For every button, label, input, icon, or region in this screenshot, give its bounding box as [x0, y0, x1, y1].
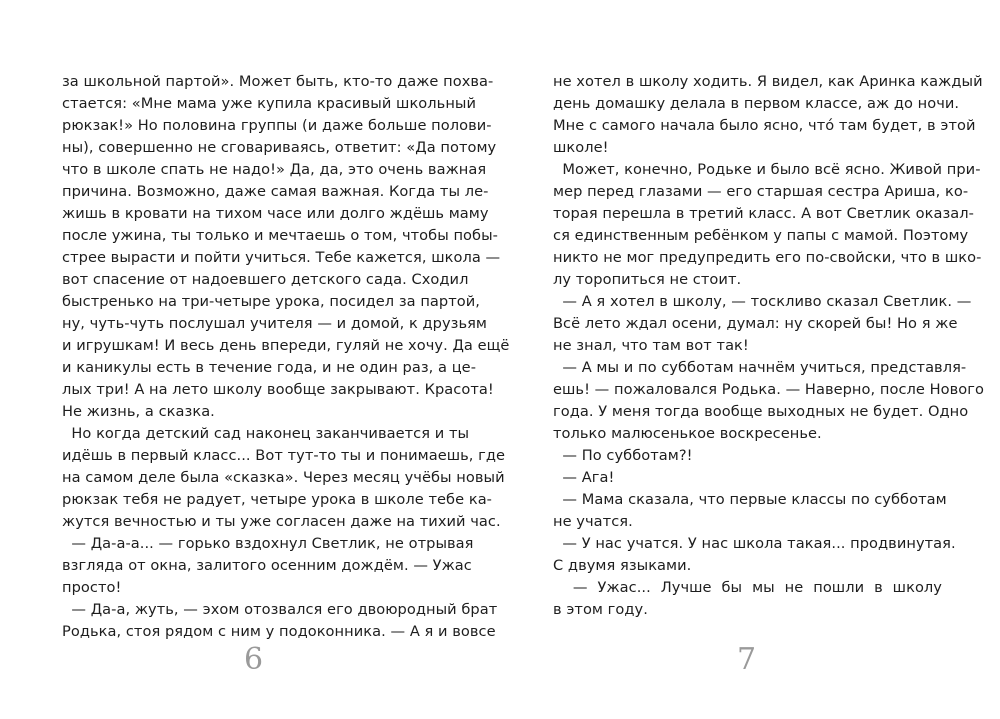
text-line: день домашку делала в первом классе, аж до ночи.: [553, 95, 960, 112]
text-line: — Ага!: [553, 469, 615, 486]
text-line: рюкзак тебя не радует, четыре урока в школе тебе ка-: [62, 491, 493, 508]
text-line: взгляда от окна, залитого осенним дождём. — Ужас: [62, 557, 472, 574]
text-line: — Ужас... Лучше бы мы не пошли в школу: [553, 579, 942, 596]
text-line: — У нас учатся. У нас школа такая... продвинутая.: [553, 535, 956, 552]
text-line: быстренько на три-четыре урока, посидел за партой,: [62, 293, 480, 310]
text-line: только малюсенькое воскресенье.: [553, 425, 822, 442]
text-line: после ужина, ты только и мечтаешь о том, чтобы побы-: [62, 227, 498, 244]
text-line: Родька, стоя рядом с ним у подоконника. — А я и вовсе: [62, 623, 496, 640]
text-line: вот спасение от надоевшего детского сада. Сходил: [62, 271, 469, 288]
text-line: идёшь в первый класс... Вот тут-то ты и понимаешь, где: [62, 447, 506, 464]
text-line: — Да-а, жуть, — эхом отозвался его двоюродный брат: [62, 601, 498, 618]
text-line: школе!: [553, 139, 609, 156]
text-line: года. У меня тогда вообще выходных не будет. Одно: [553, 403, 969, 420]
text-line: ны), совершенно не сговариваясь, ответит: «Да потому: [62, 139, 497, 156]
text-line: Мне с самого начала было ясно, что́ там будет, в этой: [553, 117, 976, 134]
text-line: рюкзак!» Но половина группы (и даже больше полови-: [62, 117, 492, 134]
text-line: ся единственным ребёнком у папы с мамой. Поэтому: [553, 227, 969, 244]
text-line: и игрушкам! И весь день впереди, гуляй не хочу. Да ещё: [62, 337, 510, 354]
text-line: торая перешла в третий класс. А вот Светлик оказал-: [553, 205, 974, 222]
text-line: причина. Возможно, даже самая важная. Когда ты ле-: [62, 183, 489, 200]
text-line: стрее вырасти и пойти учиться. Тебе кажется, школа —: [62, 249, 501, 266]
page-number: 7: [737, 642, 757, 677]
text-line: не учатся.: [553, 513, 633, 530]
text-line: не хотел в школу ходить. Я видел, как Аринка каждый: [553, 73, 983, 90]
text-line: — А я хотел в школу, — тоскливо сказал Светлик. —: [553, 293, 972, 310]
text-line: лых три! А на лето школу вообще закрывают. Красота!: [62, 381, 494, 398]
text-line: — Да-а-а... — горько вздохнул Светлик, не отрывая: [62, 535, 474, 552]
text-line: просто!: [62, 579, 122, 596]
text-line: — По субботам?!: [553, 447, 693, 464]
text-line: никто не мог предупредить его по-свойски, что в шко-: [553, 249, 982, 266]
text-line: стается: «Мне мама уже купила красивый школьный: [62, 95, 477, 112]
text-line: на самом деле была «сказка». Через месяц учёбы новый: [62, 469, 505, 486]
text-line: Всё лето ждал осени, думал: ну скорей бы! Но я же: [553, 315, 958, 332]
text-line: Может, конечно, Родьке и было всё ясно. Живой при-: [553, 161, 981, 178]
text-line: жишь в кровати на тихом часе или долго ждёшь маму: [62, 205, 489, 222]
page-number: 6: [244, 642, 264, 677]
right-page: [500, 0, 1000, 719]
text-line: лу торопиться не стоит.: [553, 271, 742, 288]
text-line: С двумя языками.: [553, 557, 692, 574]
text-line: что в школе спать не надо!» Да, да, это очень важная: [62, 161, 487, 178]
text-line: ну, чуть-чуть послушал учителя — и домой, к друзьям: [62, 315, 487, 332]
text-line: жутся вечностью и ты уже согласен даже на тихий час.: [62, 513, 501, 530]
text-line: и каникулы есть в течение года, и не один раз, а це-: [62, 359, 477, 376]
text-line: в этом году.: [553, 601, 648, 618]
text-line: Но когда детский сад наконец заканчивается и ты: [62, 425, 470, 442]
text-line: ешь! — пожаловался Родька. — Наверно, после Нового: [553, 381, 984, 398]
text-line: — А мы и по субботам начнём учиться, представля-: [553, 359, 967, 376]
text-line: Не жизнь, а сказка.: [62, 403, 215, 420]
text-line: за школьной партой». Может быть, кто-то даже похва-: [62, 73, 494, 90]
text-line: — Мама сказала, что первые классы по субботам: [553, 491, 947, 508]
text-line: не знал, что там вот так!: [553, 337, 749, 354]
text-line: мер перед глазами — его старшая сестра Ариша, ко-: [553, 183, 969, 200]
